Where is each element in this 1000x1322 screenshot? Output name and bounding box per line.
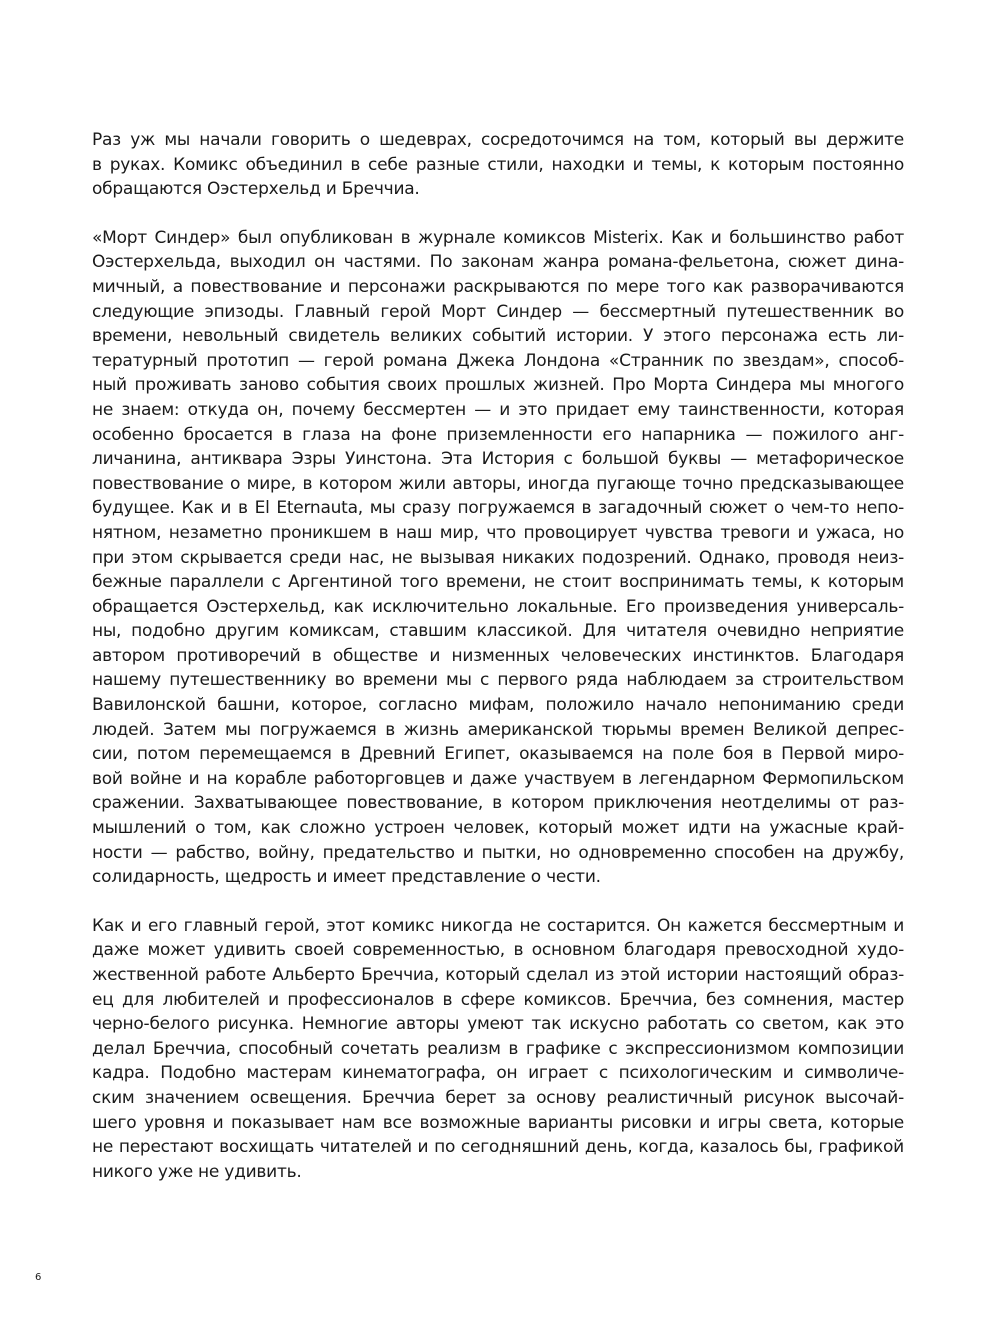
text-line: будущее. Как и в El Eternauta, мы сразу погружаемся в загадочный сюжет о чем-то непо- [92,498,904,519]
text-line: ским значением освещения. Бреччиа берет за основу реалистичный рисунок высочай- [92,1087,904,1108]
text-line: мышлений о том, как сложно устроен человек, который может идти на ужасные край- [92,818,904,839]
text-line: солидарность, щедрость и имеет представление о чести. [92,867,601,888]
text-line: в руках. Комикс объединил в себе разные стили, находки и темы, к которым постоянно [92,154,904,175]
text-line: ец для любителей и профессионалов в сфере комиксов. Бреччиа, без сомнения, мастер [92,989,904,1010]
text-line: бежные параллели с Аргентиной того времени, не стоит воспринимать темы, к которым [92,572,904,593]
text-line: ности — рабство, войну, предательство и пытки, но одновременно способен на дружбу, [92,842,904,863]
text-line: повествование о мире, в котором жили авторы, иногда пугающе точно предсказывающее [92,473,904,494]
paragraph [92,226,904,890]
text-line: вой войне и на корабле работорговцев и даже участвуем в легендарном Фермопильском [92,768,904,789]
text-line: «Морт Синдер» был опубликован в журнале комиксов Misterix. Как и большинство работ [92,227,904,248]
text-line: личанина, антиквара Эзры Уинстона. Эта История с большой буквы — метафорическое [92,449,904,470]
text-line: Оэстерхельда, выходил он частями. По законам жанра романа-фельетона, сюжет дина- [92,252,904,273]
text-line: шего уровня и показывает нам все возможные варианты рисовки и игры света, которые [92,1112,904,1133]
text-line: Вавилонской башни, которое, согласно мифам, положило начало непониманию среди [92,695,904,716]
text-line: жественной работе Альберто Бреччиа, который сделал из этой истории настоящий образ- [92,965,904,985]
text-line: обращаются Оэстерхельд и Бреччиа. [92,179,420,200]
paragraph [92,914,904,1185]
text-line: черно-белого рисунка. Немногие авторы умеют так искусно работать со светом, как это [92,1014,904,1035]
text-line: автором противоречий в обществе и низменных человеческих инстинктов. Благодаря [92,645,904,666]
body-text [92,128,904,1184]
text-line: не знаем: откуда он, почему бессмертен — и это придает ему таинственности, которая [92,399,904,420]
text-line: тературный прототип — герой романа Джека Лондона «Странник по звездам», способ- [92,350,904,371]
text-line: при этом скрывается среди нас, не вызывая никаких подозрений. Однако, проводя неиз- [92,547,904,568]
text-line: людей. Затем мы погружаемся в жизнь американской тюрьмы времен Великой депрес- [92,719,904,740]
text-line: времени, невольный свидетель великих событий истории. У этого персонажа есть ли- [92,326,904,347]
page-number: 6 [35,1272,42,1283]
text-line: ный проживать заново события своих прошлых жизней. Про Морта Синдера мы многого [92,375,904,396]
text-line: никого уже не удивить. [92,1161,302,1182]
text-line: Как и его главный герой, этот комикс никогда не состарится. Он кажется бессмертным и [92,915,904,936]
text-line: делал Бреччиа, способный сочетать реализм в графике с экспрессионизмом композиции [92,1038,904,1059]
text-line: ны, подобно другим комиксам, ставшим классикой. Для читателя очевидно неприятие [92,621,904,642]
text-line: кадра. Подобно мастерам кинематографа, он играет с психологическим и символиче- [92,1063,904,1084]
text-line: нятном, незаметно проникшем в наш мир, что провоцирует чувства тревоги и ужаса, но [92,522,904,543]
text-line: сии, потом перемещаемся в Древний Египет, оказываемся на поле боя в Первой миро- [92,744,904,765]
text-line: сражении. Захватывающее повествование, в котором приключения неотделимы от раз- [92,793,904,814]
text-line: следующие эпизоды. Главный герой Морт Синдер — бессмертный путешественник во [92,301,904,322]
text-line: мичный, а повествование и персонажи раскрываются по мере того как разворачиваются [92,276,904,297]
text-line: не перестают восхищать читателей и по сегодняшний день, когда, казалось бы, графикой [92,1137,904,1158]
paragraph [92,128,904,202]
text-line: обращается Оэстерхельд, как исключительно локальные. Его произведения универсаль- [92,596,904,617]
text-line: даже может удивить своей современностью, в основном благодаря превосходной худо- [92,940,904,961]
text-line: Раз уж мы начали говорить о шедеврах, сосредоточимся на том, который вы держите [92,130,904,150]
text-line: нашему путешественнику во времени мы с первого ряда наблюдаем за строительством [92,670,904,691]
text-line: особенно бросается в глаза на фоне приземленности его напарника — пожилого анг- [92,424,904,445]
